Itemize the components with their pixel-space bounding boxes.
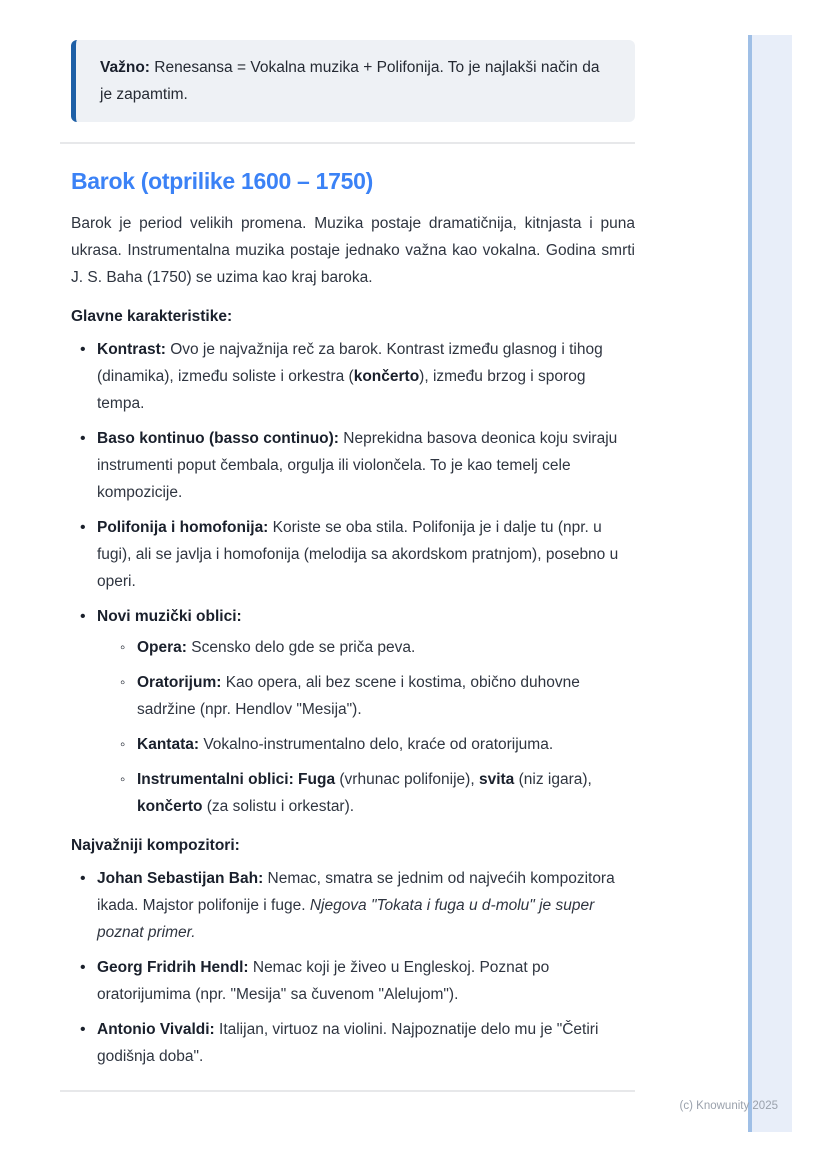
note-content [60,40,635,1092]
list-item-lead: Novi muzički oblici: [97,608,242,625]
divider-top [60,142,635,144]
callout-label: Važno: [100,59,150,76]
composers-heading: Najvažniji kompozitori: [71,837,240,854]
divider-bottom [60,1090,635,1092]
list-item: ◦ Kantata: Vokalno-instrumentalno delo, kraće od oratorijuma. [137,731,635,758]
list-item: • Georg Fridrih Hendl: Nemac koji je živeo u Engleskoj. Poznat po oratorijumima (npr. "Mesija" sa čuvenom "Alelujom"). [97,954,635,1008]
characteristics-list [71,336,635,820]
list-item: • Kontrast: Ovo je najvažnija reč za barok. Kontrast između glasnog i tihog (dinamika), između soliste i orkestra (končerto), između brzog i sporog tempa. [97,336,635,417]
musical-forms-sublist [97,634,635,820]
callout-text: Renesansa = Vokalna muzika + Polifonija. To je najlakši način da je zapamtim. [100,59,600,103]
list-item: • Antonio Vivaldi: Italijan, virtuoz na violini. Najpoznatije delo mu je "Četiri godišnja doba". [97,1016,635,1070]
scrollbar[interactable] [748,35,792,1132]
section-intro: Barok je period velikih promena. Muzika postaje dramatičnija, kitnjasta i puna ukrasa. Instrumentalna muzika postaje jednako važna kao vokalna. Godina smrti J. S. Baha (1750) se uzima kao kraj baroka. [71,215,635,286]
list-item: • Polifonija i homofonija: Koriste se oba stila. Polifonija je i dalje tu (npr. u fugi), ali se javlja i homofonija (melodija sa akordskom pratnjom), posebno u operi. [97,514,635,595]
list-item [97,603,635,820]
list-item: • Johan Sebastijan Bah: Nemac, smatra se jednim od najvećih kompozitora ikada. Majstor polifonije i fuge. Njegova "Tokata i fuga u d-molu" je super poznat primer. [97,865,635,946]
list-item: ◦ Instrumentalni oblici: Fuga (vrhunac polifonije), svita (niz igara), končerto (za solistu i orkestar). [137,766,635,820]
important-callout [71,40,635,122]
list-item: ◦ Opera: Scensko delo gde se priča peva. [137,634,635,661]
characteristics-heading: Glavne karakteristike: [71,308,233,325]
copyright-text: (c) Knowunity 2025 [679,1100,778,1112]
list-item: ◦ Oratorijum: Kao opera, ali bez scene i kostima, obično duhovne sadržine (npr. Hendlov "Mesija"). [137,669,635,723]
list-item: • Baso kontinuo (basso continuo): Neprekidna basova deonica koju sviraju instrumenti poput čembala, orgulja ili violončela. To je kao temelj cele kompozicije. [97,425,635,506]
section-title: Barok (otprilike 1600 – 1750) [71,168,373,194]
composers-list [71,865,635,1070]
